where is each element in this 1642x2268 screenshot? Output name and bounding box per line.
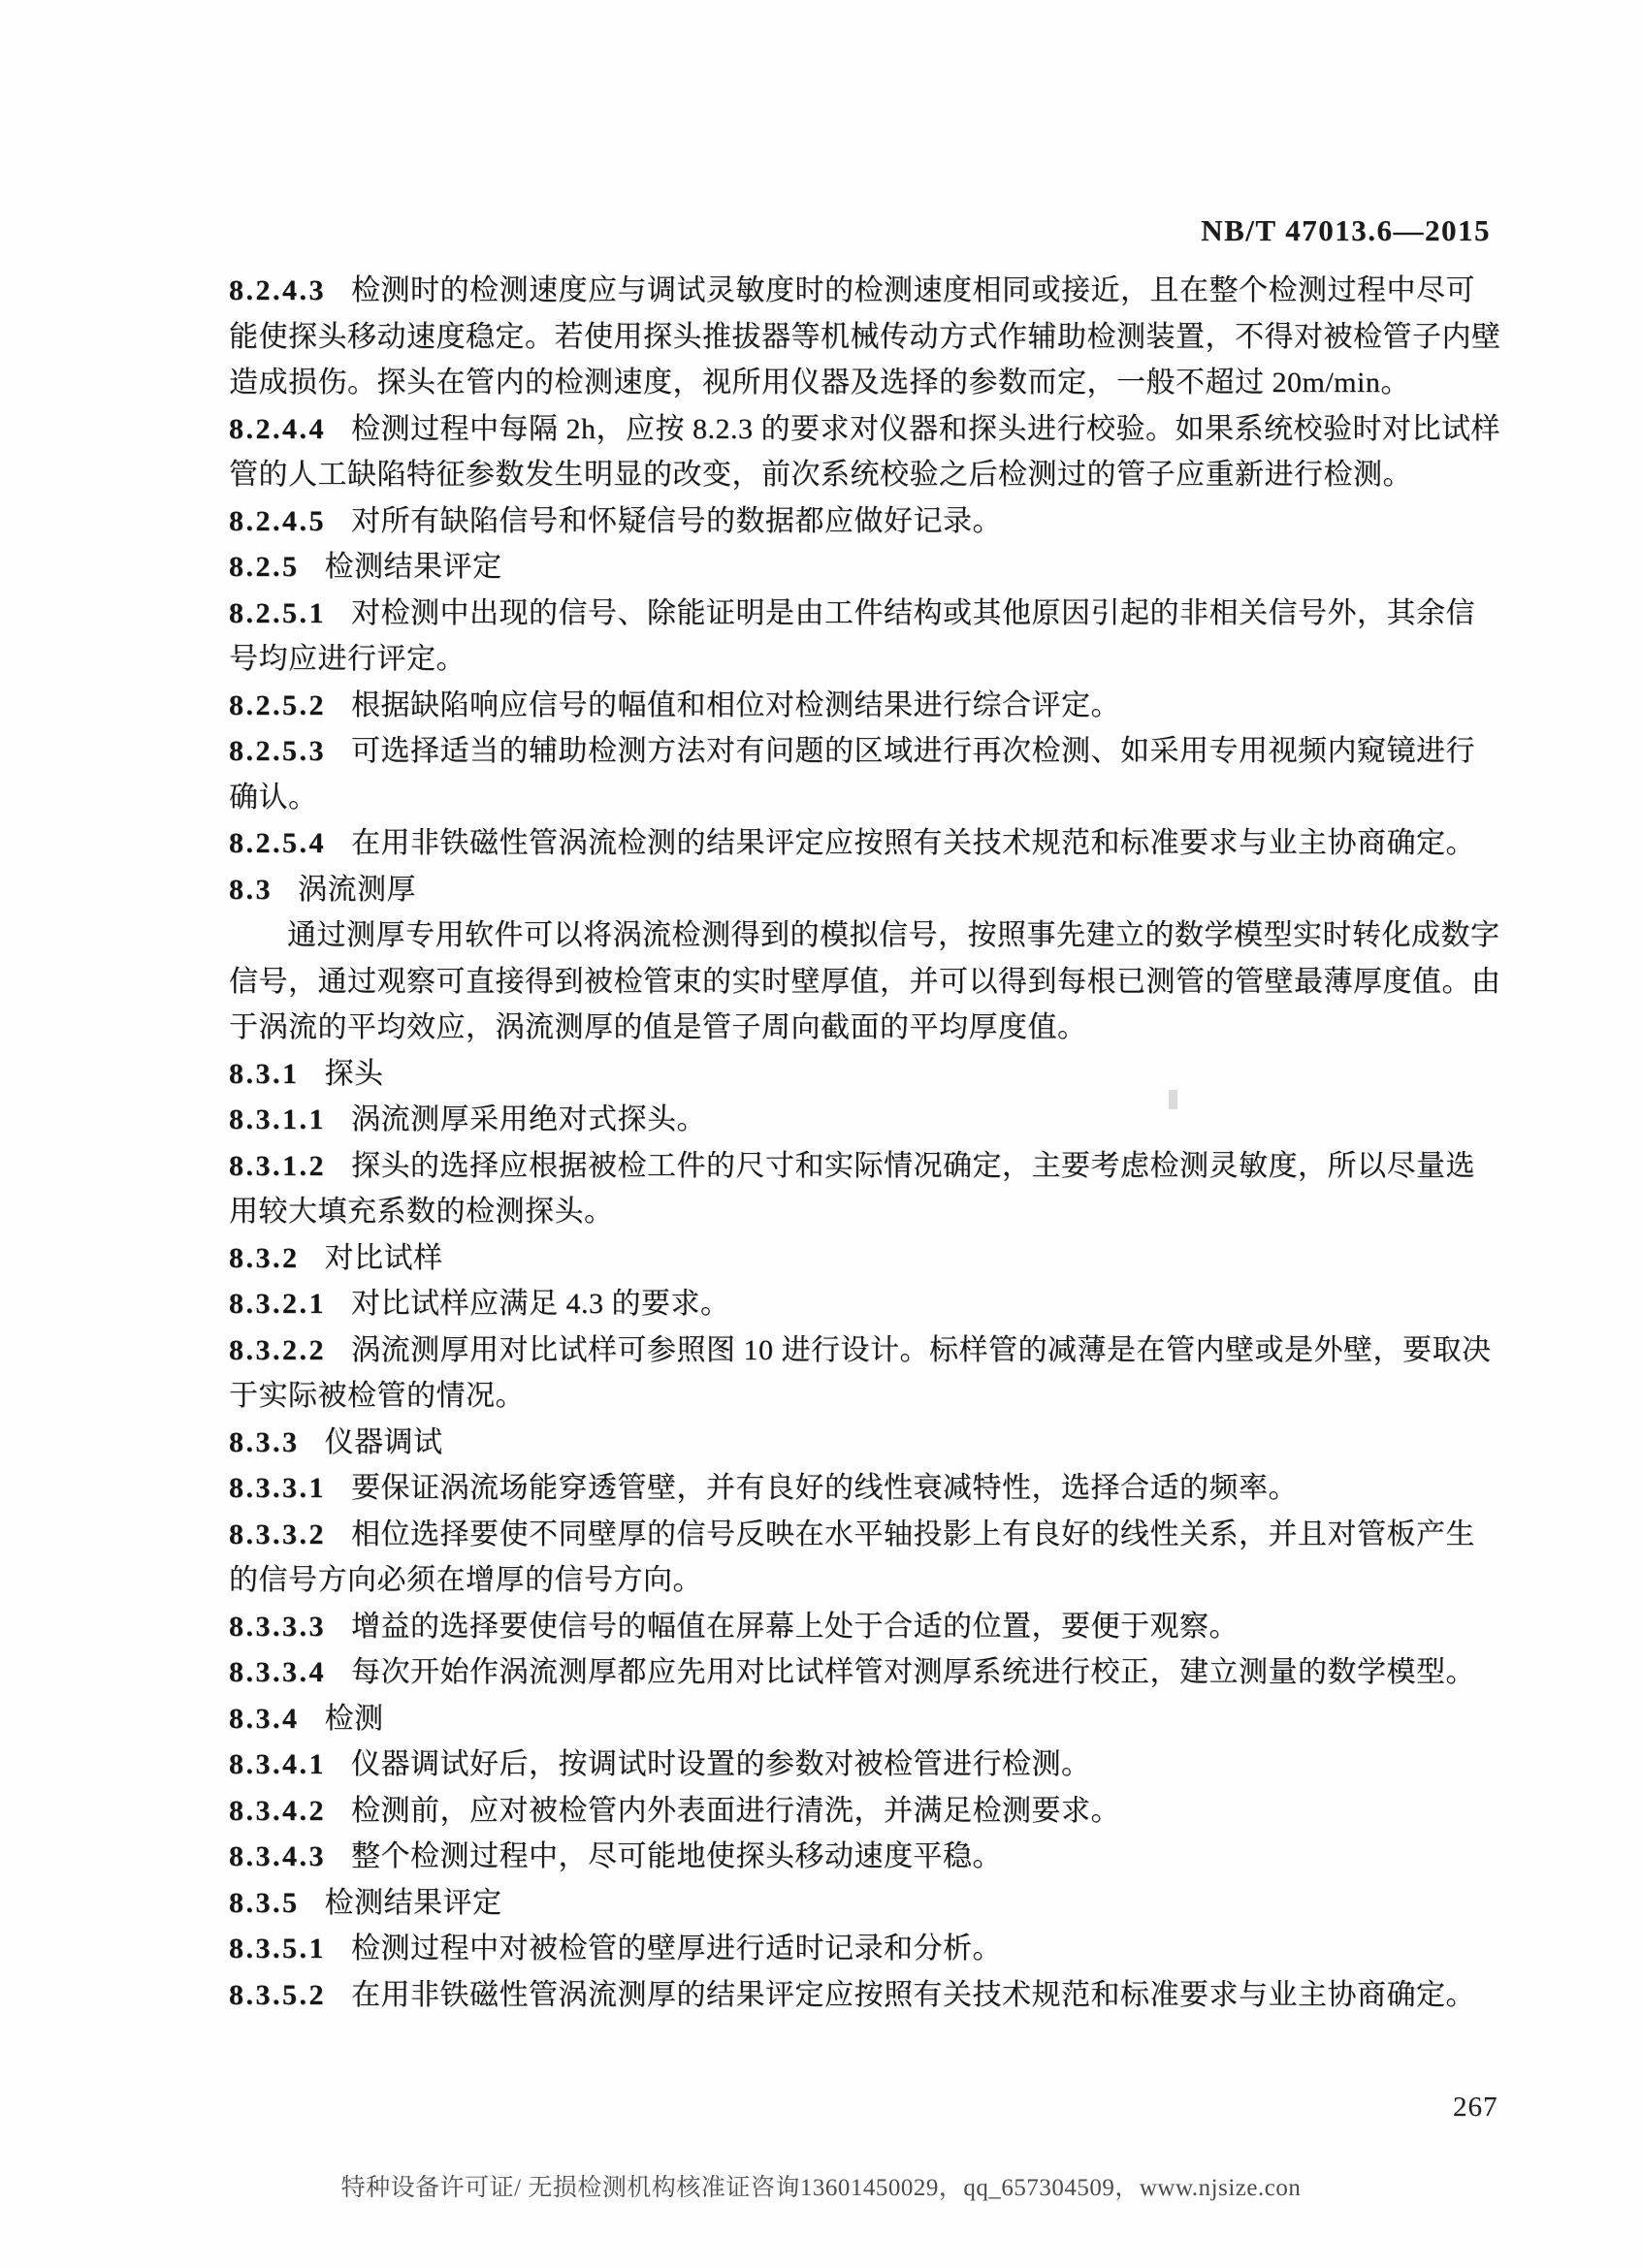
text-line (229, 867, 1490, 913)
standard-code-header: NB/T 47013.6—2015 (1201, 213, 1491, 247)
clause-text: 能使探头移动速度稳定。若使用探头推拔器等机械传动方式作辅助检测装置，不得对被检管子内壁 (229, 320, 1501, 353)
text-line (229, 1143, 1490, 1190)
clause-text: 检测过程中对被检管的壁厚进行适时记录和分析。 (351, 1933, 1002, 1965)
clause-number: 8.3.1.2 (229, 1149, 326, 1182)
clause-text: 信号，通过观察可直接得到被检管束的实时壁厚值，并可以得到每根已测管的管壁最薄厚度值。由 (229, 965, 1501, 998)
clause-number: 8.3.1 (229, 1057, 300, 1090)
clause-text: 对所有缺陷信号和怀疑信号的数据都应做好记录。 (351, 504, 1002, 537)
clause-number: 8.3.3.2 (229, 1517, 326, 1550)
text-line (229, 1373, 1490, 1420)
clause-number: 8.3.5.2 (229, 1978, 326, 2011)
clause-number: 8.3.5 (229, 1886, 300, 1919)
text-line (229, 1189, 1490, 1235)
text-line (229, 1926, 1490, 1972)
text-line (229, 1465, 1490, 1512)
text-line (229, 1741, 1490, 1788)
text-line (229, 1557, 1490, 1604)
clause-text: 造成损伤。探头在管内的检测速度，视所用仪器及选择的参数而定，一般不超过 20m/min。 (229, 367, 1410, 399)
clause-number: 8.2.5.4 (229, 827, 326, 859)
clause-text: 仪器调试好后，按调试时设置的参数对被检管进行检测。 (351, 1748, 1091, 1780)
clause-text: 涡流测厚采用绝对式探头。 (351, 1103, 706, 1135)
text-line (229, 959, 1501, 1006)
clause-text: 检测前，应对被检管内外表面进行清洗，并满足检测要求。 (351, 1794, 1120, 1827)
clause-text: 对检测中出现的信号、除能证明是由工件结构或其他原因引起的非相关信号外，其余信 (351, 596, 1475, 629)
text-line (229, 1788, 1490, 1835)
text-line (229, 1051, 1490, 1098)
clause-number: 8.3.5.1 (229, 1933, 326, 1965)
text-line (229, 1834, 1490, 1880)
clause-number: 8.3.1.1 (229, 1103, 326, 1135)
clause-text: 检测时的检测速度应与调试灵敏度时的检测速度相同或接近，且在整个检测过程中尽可 (351, 274, 1475, 306)
clause-number: 8.2.4.3 (229, 274, 326, 306)
clause-text: 检测结果评定 (324, 1886, 502, 1919)
clause-number: 8.3.3 (229, 1425, 300, 1458)
clause-number: 8.3.3.1 (229, 1472, 326, 1504)
clause-text: 号均应进行评定。 (229, 643, 466, 675)
clause-text: 用较大填充系数的检测探头。 (229, 1196, 614, 1228)
text-line (229, 360, 1490, 406)
footer-watermark: 特种设备许可证/ 无损检测机构核准证咨询13601450029，qq_657304509，www.njsize.con (340, 2175, 1302, 2201)
text-line (229, 1696, 1490, 1742)
clause-text: 的信号方向必须在增厚的信号方向。 (229, 1564, 702, 1596)
clause-text: 探头 (324, 1057, 384, 1090)
clause-number: 8.3.4 (229, 1702, 300, 1735)
clause-text: 检测结果评定 (324, 551, 502, 583)
clause-number: 8.3.4.1 (229, 1748, 326, 1780)
text-line (229, 728, 1490, 775)
clause-number: 8.3.3.3 (229, 1610, 326, 1643)
clause-text: 根据缺陷响应信号的幅值和相位对检测结果进行综合评定。 (351, 688, 1120, 721)
page-number: 267 (1453, 2092, 1498, 2123)
text-line (229, 406, 1500, 453)
clause-number: 8.3 (229, 873, 273, 906)
text-line (229, 1327, 1490, 1374)
text-line (229, 268, 1490, 314)
clause-number: 8.3.2.2 (229, 1333, 326, 1366)
clause-text: 检测 (324, 1702, 384, 1735)
text-line (229, 1649, 1490, 1696)
text-line (229, 636, 1490, 683)
text-line (229, 820, 1490, 867)
clause-number: 8.2.4.5 (229, 504, 326, 537)
clause-text: 在用非铁磁性管涡流测厚的结果评定应按照有关技术规范和标准要求与业主协商确定。 (351, 1978, 1475, 2011)
clause-text: 对比试样 (324, 1241, 443, 1274)
clause-number: 8.3.2 (229, 1241, 300, 1274)
clause-text: 在用非铁磁性管涡流检测的结果评定应按照有关技术规范和标准要求与业主协商确定。 (351, 827, 1475, 859)
text-line (229, 1281, 1490, 1327)
clause-text: 涡流测厚 (298, 873, 416, 906)
clause-text: 管的人工缺陷特征参数发生明显的改变，前次系统校验之后检测过的管子应重新进行检测。 (229, 459, 1412, 491)
text-line (229, 452, 1490, 498)
clause-number: 8.3.2.1 (229, 1288, 326, 1320)
clause-number: 8.3.4.3 (229, 1840, 326, 1872)
clause-number: 8.2.4.4 (229, 412, 326, 445)
text-line (229, 1972, 1490, 2019)
text-line (229, 1880, 1490, 1927)
clause-number: 8.2.5 (229, 551, 300, 583)
clause-text: 每次开始作涡流测厚都应先用对比试样管对测厚系统进行校正，建立测量的数学模型。 (351, 1656, 1475, 1688)
clause-text: 于实际被检管的情况。 (229, 1380, 525, 1412)
text-line (229, 1512, 1490, 1558)
text-line (229, 591, 1490, 637)
text-line (229, 683, 1490, 729)
text-line (229, 1235, 1490, 1282)
clause-number: 8.2.5.2 (229, 688, 326, 721)
text-line (229, 912, 1500, 959)
clause-number: 8.3.3.4 (229, 1656, 326, 1688)
text-line (229, 1420, 1490, 1466)
clause-number: 8.2.5.3 (229, 735, 326, 767)
clause-text: 整个检测过程中，尽可能地使探头移动速度平稳。 (351, 1840, 1002, 1872)
clause-text: 探头的选择应根据被检工件的尺寸和实际情况确定，主要考虑检测灵敏度，所以尽量选 (351, 1149, 1475, 1182)
clause-number: 8.3.4.2 (229, 1794, 326, 1827)
text-line (229, 314, 1501, 361)
text-line (229, 775, 1490, 821)
text-line (229, 1005, 1490, 1051)
text-line (229, 1097, 1490, 1143)
clause-text: 涡流测厚用对比试样可参照图 10 进行设计。标样管的减薄是在管内壁或是外壁，要取决 (351, 1333, 1492, 1366)
clause-number: 8.2.5.1 (229, 596, 326, 629)
text-line (229, 1604, 1490, 1650)
document-body (229, 268, 1501, 2018)
clause-text: 仪器调试 (324, 1425, 443, 1458)
text-line (229, 498, 1490, 545)
clause-text: 对比试样应满足 4.3 的要求。 (351, 1288, 730, 1320)
clause-text: 确认。 (229, 781, 318, 814)
clause-text: 通过测厚专用软件可以将涡流检测得到的模拟信号，按照事先建立的数学模型实时转化成数字 (287, 919, 1500, 951)
clause-text: 检测过程中每隔 2h，应按 8.2.3 的要求对仪器和探头进行校验。如果系统校验时对比试样 (351, 412, 1500, 445)
clause-text: 要保证涡流场能穿透管壁，并有良好的线性衰减特性，选择合适的频率。 (351, 1472, 1298, 1504)
clause-text: 于涡流的平均效应，涡流测厚的值是管子周向截面的平均厚度值。 (229, 1011, 1087, 1043)
clause-text: 增益的选择要使信号的幅值在屏幕上处于合适的位置，要便于观察。 (351, 1610, 1239, 1643)
text-line (229, 544, 1490, 591)
clause-text: 可选择适当的辅助检测方法对有问题的区域进行再次检测、如采用专用视频内窥镜进行 (351, 735, 1475, 767)
clause-text: 相位选择要使不同壁厚的信号反映在水平轴投影上有良好的线性关系，并且对管板产生 (351, 1517, 1475, 1550)
scan-artifact (1169, 1090, 1177, 1109)
